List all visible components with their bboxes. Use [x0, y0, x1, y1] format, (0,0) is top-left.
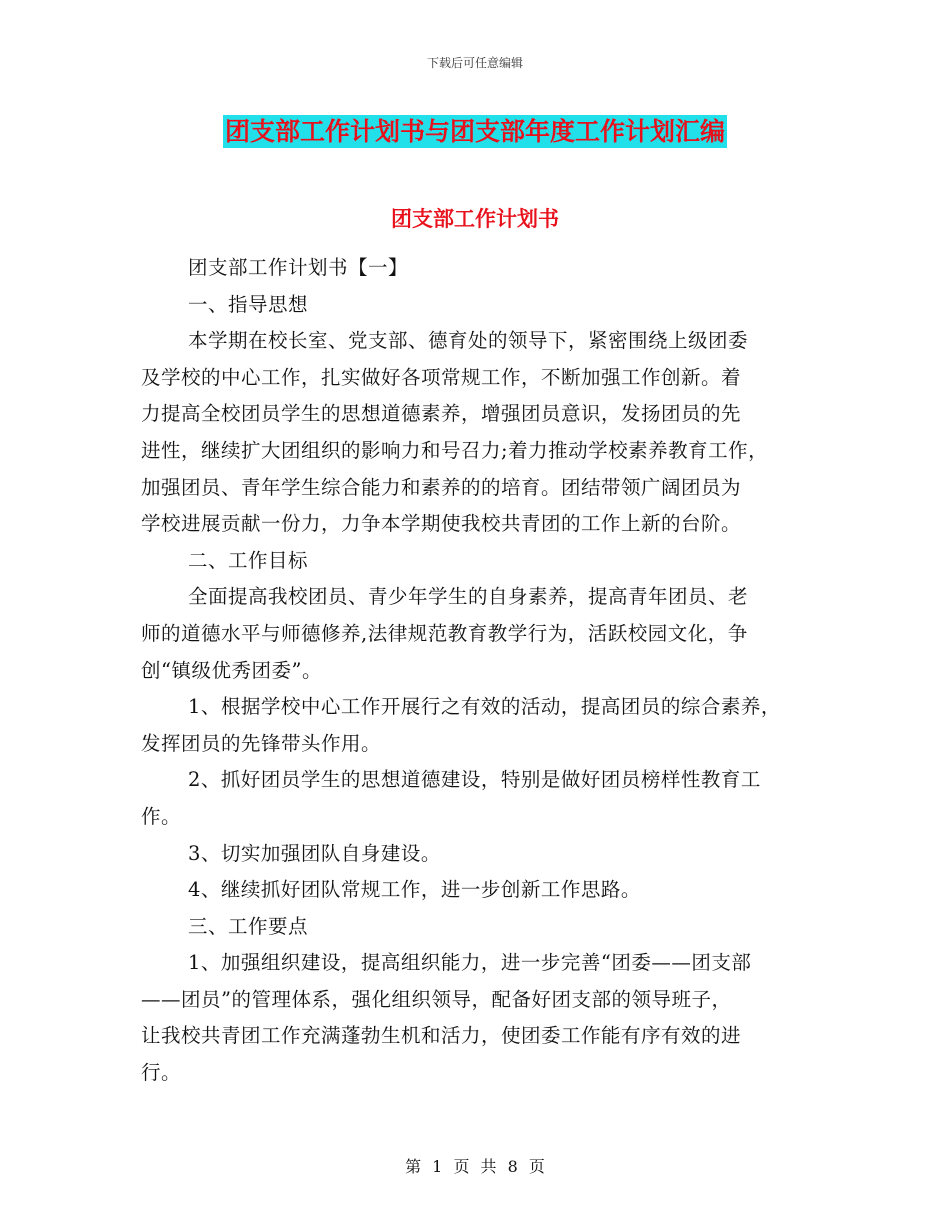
body-line: 3、切实加强团队自身建设。: [188, 841, 441, 865]
body-line: 学校进展贡献一份力，力争本学期使我校共青团的工作上新的台阶。: [141, 512, 742, 536]
body-line: 进性，继续扩大团组织的影响力和号召力;着力推动学校素养教育工作，: [141, 438, 769, 462]
body-line: 及学校的中心工作，扎实做好各项常规工作，不断加强工作创新。着: [141, 365, 742, 389]
body-line: 创“镇级优秀团委”。: [141, 658, 322, 682]
body-line: 师的道德水平与师德修养,法律规范教育教学行为，活跃校园文化，争: [141, 621, 748, 645]
body-line: 让我校共青团工作充满蓬勃生机和活力，使团委工作能有序有效的进: [141, 1024, 742, 1048]
body-line: 二、工作目标: [188, 548, 309, 572]
body-line: 全面提高我校团员、青少年学生的自身素养，提高青年团员、老: [188, 585, 749, 609]
document-title: [0, 112, 950, 148]
document-title-text: 团支部工作计划书与团支部年度工作计划汇编: [224, 117, 725, 146]
section-title: 团支部工作计划书: [391, 206, 559, 231]
body-line: 加强团员、青年学生综合能力和素养的的培育。团结带领广阔团员为: [141, 475, 742, 499]
body-line: 作。: [141, 804, 182, 828]
body-line: 力提高全校团员学生的思想道德素养，增强团员意识，发扬团员的先: [141, 402, 742, 426]
body-line: 行。: [141, 1061, 182, 1085]
page-footer: 第 1 页 共 8 页: [405, 1157, 545, 1176]
body-line: 本学期在校长室、党支部、德育处的领导下，紧密围绕上级团委: [188, 329, 749, 353]
body-line: 三、工作要点: [188, 914, 309, 938]
body-line: 1、根据学校中心工作开展行之有效的活动，提高团员的综合素养，: [188, 695, 781, 719]
body-line: 发挥团员的先锋带头作用。: [141, 731, 382, 755]
body-line: 4、继续抓好团队常规工作，进一步创新工作思路。: [188, 878, 641, 902]
body-line: 1、加强组织建设，提高组织能力，进一步完善“团委——团支部: [188, 951, 752, 975]
body-line: 一、指导思想: [188, 292, 309, 316]
body-line: 2、抓好团员学生的思想道德建设，特别是做好团员榜样性教育工: [188, 768, 761, 792]
body-line: ——团员”的管理体系，强化组织领导，配备好团支部的领导班子，: [141, 987, 732, 1011]
document-body: [141, 250, 821, 1092]
header-note: 下载后可任意编辑: [426, 56, 523, 70]
body-line: 团支部工作计划书【一】: [188, 256, 409, 279]
